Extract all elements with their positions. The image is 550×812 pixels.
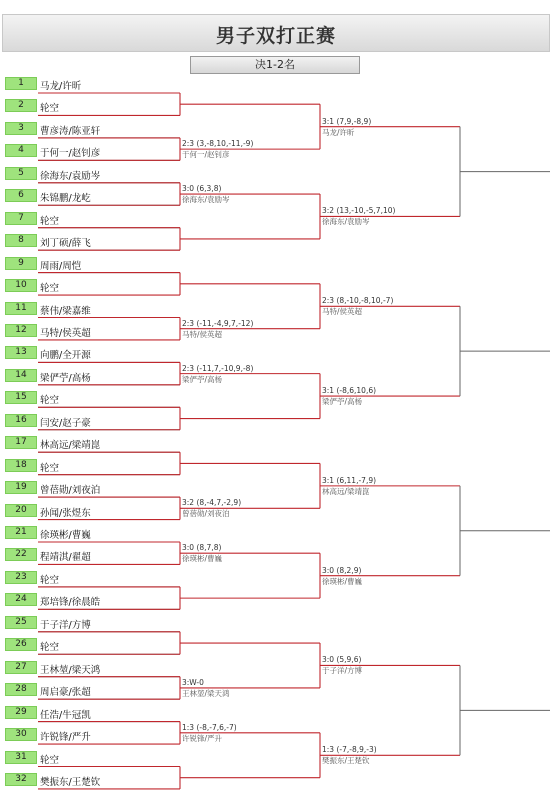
player-name[interactable]: 轮空 (40, 395, 60, 407)
match-score: 3:0 (8,7,8) (182, 543, 222, 553)
match-score: 2:3 (3,-8,10,-11,-9) (182, 139, 254, 149)
player-name[interactable]: 朱锦鹏/龙屹 (40, 193, 91, 205)
seed-number: 2 (5, 99, 37, 112)
seed-number: 28 (5, 683, 37, 696)
match-score: 3:2 (13,-10,-5,7,10) (322, 206, 396, 216)
player-name[interactable]: 林高远/梁靖崑 (40, 440, 101, 452)
seed-number: 9 (5, 257, 37, 270)
match-score: 1:3 (-8,-7,6,-7) (182, 722, 237, 732)
seed-number: 14 (5, 369, 37, 382)
winner-name: 马特/侯英超 (182, 329, 223, 339)
seed-number: 10 (5, 279, 37, 292)
winner-name: 曾蓓勋/刘夜泊 (182, 509, 230, 519)
winner-name: 王林堃/梁天鸿 (182, 688, 230, 698)
match-score: 3:0 (5,9,6) (322, 655, 362, 665)
match-score: 3:0 (8,2,9) (322, 565, 362, 575)
player-name[interactable]: 徐海东/袁励岑 (40, 170, 101, 182)
player-name[interactable]: 任浩/牛冠凯 (40, 709, 91, 721)
player-name[interactable]: 轮空 (40, 103, 60, 115)
player-name[interactable]: 蔡伟/梁嘉维 (40, 305, 91, 317)
seed-number: 26 (5, 638, 37, 651)
seed-number: 7 (5, 212, 37, 225)
winner-name: 梁俨苧/高杨 (182, 374, 223, 384)
player-name[interactable]: 轮空 (40, 574, 60, 586)
subtitle-tab[interactable]: 决1-2名 (190, 56, 360, 74)
match-score: 3:1 (7,9,-8,9) (322, 116, 372, 126)
winner-name: 梁俨苧/高杨 (322, 397, 363, 407)
player-name[interactable]: 于何一/赵钊彦 (40, 148, 101, 160)
seed-number: 3 (5, 122, 37, 135)
seed-number: 15 (5, 391, 37, 404)
winner-name: 徐瑛彬/曹巍 (182, 554, 223, 564)
seed-number: 21 (5, 526, 37, 539)
match-score: 3:2 (8,-4,7,-2,9) (182, 498, 242, 508)
player-name[interactable]: 梁俨苧/高杨 (40, 372, 91, 384)
seed-number: 11 (5, 302, 37, 315)
winner-name: 徐海东/袁励岑 (182, 195, 230, 205)
winner-name: 于何一/赵钊彦 (182, 150, 230, 160)
player-name[interactable]: 樊振东/王楚钦 (40, 776, 101, 788)
seed-number: 29 (5, 706, 37, 719)
seed-number: 6 (5, 189, 37, 202)
player-name[interactable]: 孙闻/张煜东 (40, 507, 91, 519)
player-name[interactable]: 刘丁硕/薛飞 (40, 238, 91, 250)
seed-number: 17 (5, 436, 37, 449)
winner-name: 樊振东/王楚钦 (322, 756, 370, 766)
seed-number: 1 (5, 77, 37, 90)
seed-number: 16 (5, 414, 37, 427)
seed-number: 22 (5, 548, 37, 561)
winner-name: 于子洋/方博 (322, 666, 363, 676)
seed-number: 27 (5, 661, 37, 674)
player-name[interactable]: 曹彦涛/陈亚轩 (40, 125, 101, 137)
seed-number: 12 (5, 324, 37, 337)
player-name[interactable]: 徐瑛彬/曹巍 (40, 530, 91, 541)
player-name[interactable]: 轮空 (40, 754, 60, 766)
player-name[interactable]: 许锐锋/严升 (40, 732, 91, 744)
player-name[interactable]: 周雨/周恺 (40, 260, 82, 272)
player-name[interactable]: 周启豪/张超 (40, 687, 91, 699)
winner-name: 马龙/许昕 (322, 127, 355, 137)
player-name[interactable]: 马龙/许昕 (40, 81, 82, 92)
player-name[interactable]: 向鹏/全开源 (40, 350, 91, 362)
seed-number: 23 (5, 571, 37, 584)
player-name[interactable]: 闫安/赵子豪 (40, 417, 91, 429)
winner-name: 徐瑛彬/曹巍 (322, 576, 363, 586)
seed-number: 8 (5, 234, 37, 247)
winner-name: 许锐锋/严升 (182, 733, 223, 743)
player-name[interactable]: 轮空 (40, 215, 60, 227)
match-score: 2:3 (8,-10,-8,10,-7) (322, 296, 394, 306)
player-name[interactable]: 于子洋/方博 (40, 619, 91, 631)
match-score: 1:3 (-7,-8,9,-3) (322, 745, 377, 755)
seed-number: 32 (5, 773, 37, 786)
seed-number: 20 (5, 504, 37, 517)
match-score: 3:0 (6,3,8) (182, 184, 222, 194)
seed-number: 30 (5, 728, 37, 741)
player-name[interactable]: 轮空 (40, 642, 60, 654)
match-score: 2:3 (-11,-4,9,7,-12) (182, 318, 254, 328)
seed-number: 18 (5, 459, 37, 472)
seed-number: 19 (5, 481, 37, 494)
seed-number: 4 (5, 144, 37, 157)
seed-number: 13 (5, 346, 37, 359)
seed-number: 24 (5, 593, 37, 606)
seed-number: 31 (5, 751, 37, 764)
match-score: 3:1 (-8,6,10,6) (322, 386, 377, 396)
match-score: 3:W-0 (182, 677, 204, 687)
seed-number: 5 (5, 167, 37, 180)
winner-name: 徐海东/袁励岑 (322, 217, 370, 227)
player-name[interactable]: 郑培锋/徐晨皓 (40, 597, 101, 609)
seed-number: 25 (5, 616, 37, 629)
winner-name: 马特/侯英超 (322, 307, 363, 317)
match-score: 3:1 (6,11,-7,9) (322, 475, 377, 485)
page-title: 男子双打正赛 (215, 25, 336, 47)
match-score: 2:3 (-11,7,-10,9,-8) (182, 363, 254, 373)
player-name[interactable]: 轮空 (40, 462, 60, 474)
winner-name: 林高远/梁靖崑 (322, 486, 370, 496)
player-name[interactable]: 轮空 (40, 283, 60, 295)
player-name[interactable]: 王林堃/梁天鸿 (40, 664, 101, 676)
player-name[interactable]: 马特/侯英超 (40, 327, 91, 339)
player-name[interactable]: 曾蓓勋/刘夜泊 (40, 485, 101, 497)
player-name[interactable]: 程靖淇/翟超 (40, 552, 91, 564)
